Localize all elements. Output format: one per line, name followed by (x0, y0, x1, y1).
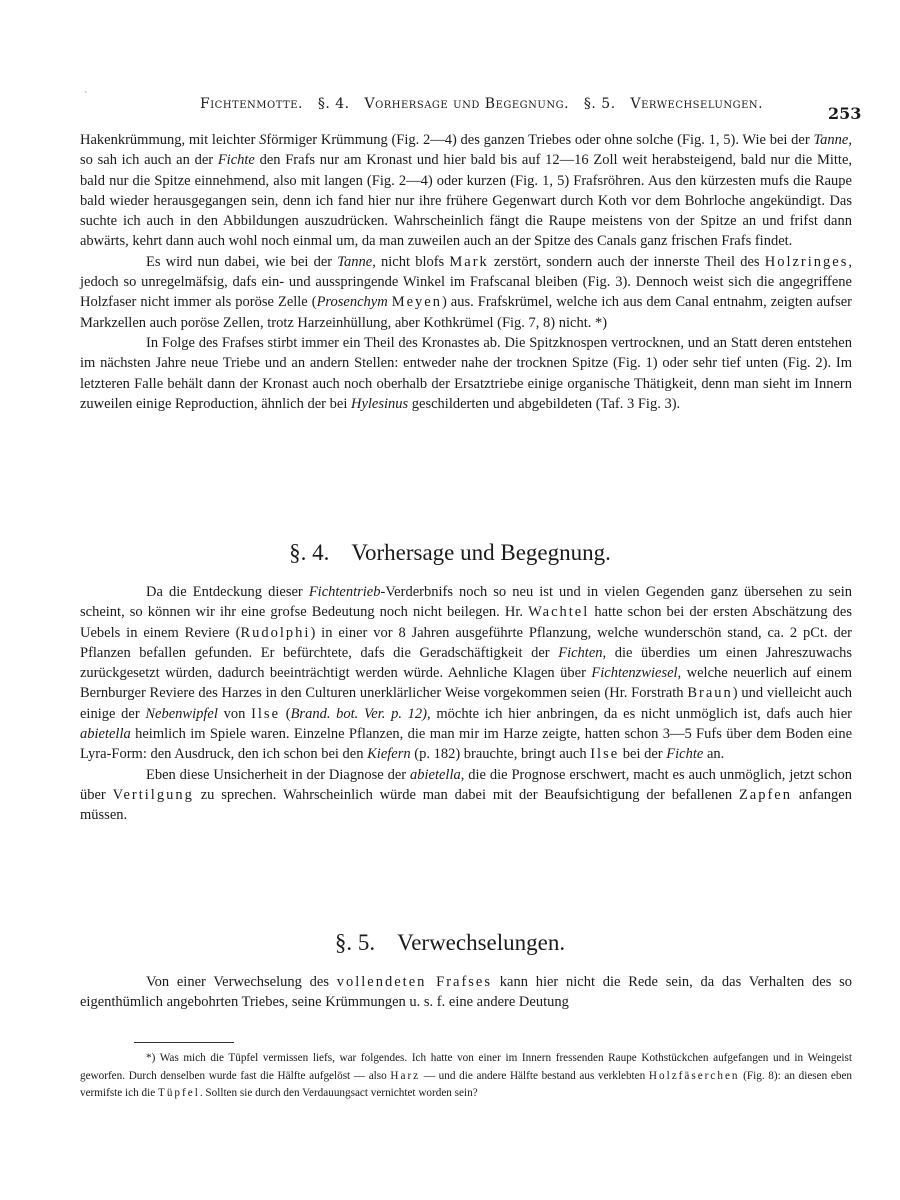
text-run: (Fig. 8): an diesen eben vermifste ich die (80, 1069, 853, 1099)
text-run: Braun (687, 685, 733, 702)
body-block-section-4 (80, 582, 852, 826)
section-title: Vorhersage und Begegnung. (351, 540, 611, 565)
text-run: Fichte (217, 152, 255, 169)
text-run: ) aus. Frafskrümel, welche ich aus dem Canal entnahm, zeigten aufser Markzellen auch poröse Zellen, trotz Harzeinhüllung, aber Kothkrümel (Fig. 7, 8) nicht. *) (80, 294, 852, 331)
text-run: Hylesinus (350, 395, 409, 412)
text-run: vollendeten Frafses (336, 974, 493, 990)
footnote (80, 1050, 852, 1103)
text-run: Ilse (251, 705, 281, 722)
text-run: Nebenwipfel (145, 705, 218, 722)
text-run: kann hier nicht die Rede sein, da das Verhalten des so eigenthümlich angebohrten Triebes, seine Krümmungen u. s. f. eine andere Deutung (80, 974, 852, 1011)
header-title: Fichtenmotte. (200, 96, 303, 112)
text-run: Hakenkrümmung, mit leichter (80, 132, 260, 148)
text-run: so sah ich auch an der (80, 152, 218, 169)
text-run: Wachtel (528, 604, 590, 621)
text-run: ( (280, 705, 291, 722)
paragraph-5 (80, 765, 852, 826)
running-header (200, 96, 860, 112)
text-run: welche neuerlich auf einem Bernburger Reviere des Harzes in den Culturen unerklärlicher Weise vorgekommen seien (Hr. Forstrath (80, 665, 852, 702)
text-run: In Folge des Frafses stirbt immer ein Theil des Kronastes ab. Die Spitzknospen vertrocknen, und an Statt deren entstehen im nächsten Jahre neue Triebe und an andern Stellen: entweder nahe der trocknen Spitze (Fig. 1) oder sehr tief unten (Fig. 2). Im letzteren Falle behält dann der Kronast auch noch oberhalb der Ersatztriebe einige organische Thätigkeit, denn man sieht im Innern zuweilen einige Reproduction, ähnlich der bei (80, 334, 852, 412)
text-run: Von einer Verwechselung des (146, 974, 337, 990)
text-run: (p. 182) brauchte, bringt auch (410, 746, 591, 763)
text-run: Fichtentrieb (308, 584, 381, 600)
text-run: Mark (449, 253, 489, 270)
text-run: ) in einer vor 8 Jahren ausgeführte Pflanzung, welche wunderschön stand, ca. 2 pCt. der Pflanzen befallen gefunden. Er befürchtete, dafs die Geradschäftigkeit der (80, 624, 852, 661)
text-run: zerstört, sondern auch der innerste Theil des (488, 253, 765, 270)
section-number: §. 4. (289, 540, 330, 565)
text-run: Harz (390, 1069, 421, 1082)
text-run: — und die andere Hälfte bestand aus verklebten (420, 1069, 649, 1082)
text-run: bei der (619, 746, 667, 763)
text-run: Prosenchym (316, 294, 388, 311)
text-run: Tanne, (813, 132, 852, 148)
text-run: Rudolphi (240, 624, 311, 641)
text-run: nicht blofs (375, 253, 450, 270)
paragraph-3 (80, 333, 852, 414)
text-run: möchte ich hier anbringen, da es nicht unmöglich ist, dafs auch hier (430, 705, 852, 722)
header-section-4-title: Vorhersage und Begegnung. (364, 96, 570, 112)
text-run: an. (703, 746, 725, 763)
paragraph-4 (80, 582, 852, 765)
scan-speck: ` (84, 92, 89, 102)
body-block-section-5 (80, 972, 852, 1013)
section-heading-4 (0, 540, 900, 566)
text-run: Tüpfel (157, 1087, 200, 1099)
text-run: Vertilgung (112, 786, 194, 803)
text-run: anfangen müssen. (80, 786, 852, 824)
text-run: S (259, 132, 267, 148)
text-run: Kiefern (367, 746, 411, 763)
section-number: §. 5. (334, 930, 376, 955)
text-run: heimlich im Spiele waren. Einzelne Pflanzen, die man mir im Harze zeigte, hatten schon 3—5 Fufs über dem Boden eine Lyra-Form: den Ausdruck, den ich schon bei den (80, 726, 852, 763)
paragraph-1 (80, 130, 852, 252)
text-run: Ilse (590, 746, 620, 763)
text-run: Es wird nun dabei, wie bei der (146, 253, 338, 270)
paragraph-2 (80, 252, 852, 333)
text-run: hatte schon bei der ersten Abschätzung des Uebels in einem Reviere ( (80, 604, 852, 641)
text-run: Holzfäserchen (648, 1069, 740, 1082)
text-run: . Sollten sie durch den Verdauungsact vernichtet worden sein? (199, 1087, 478, 1099)
text-run: Tanne, (337, 253, 376, 270)
text-run: Da die Entdeckung dieser (146, 584, 309, 600)
footnote-text (80, 1050, 852, 1103)
text-run: abietella (410, 766, 461, 783)
text-run: abietella (80, 726, 131, 743)
text-run: von (217, 705, 252, 722)
section-title: Verwechselungen. (397, 930, 566, 955)
text-run: ) und vielleicht auch einige der (80, 685, 853, 722)
text-run: geschilderten und abgebildeten (Taf. 3 Fig. 3). (408, 395, 681, 412)
text-run: , die die Prognose erschwert, macht es auch unmöglich, jetzt schon über (80, 766, 852, 803)
footnote-divider (134, 1042, 234, 1043)
text-run: , die überdies um einen Jahreszuwachs zurückgesetzt würden, dadurch beeinträchtigt werden würde. Aehnliche Klagen über (80, 644, 852, 682)
text-run: Zapfen (738, 786, 792, 803)
text-run: förmiger Krümmung (Fig. 2—4) des ganzen Triebes oder ohne solche (Fig. 1, 5). Wie bei der (266, 132, 814, 148)
page-number: 253 (828, 104, 862, 123)
text-run: Meyen (391, 294, 442, 311)
text-run: Fichtenzwiesel, (591, 665, 682, 682)
paragraph-6 (80, 972, 852, 1013)
text-run: Brand. bot. Ver. p. 12), (290, 705, 431, 722)
header-section-5-title: Verwechselungen. (630, 96, 764, 112)
text-run: Fichten (558, 644, 603, 661)
text-run: Fichte (666, 746, 704, 763)
text-run: *) Was mich die Tüpfel vermissen liefs, war folgendes. Ich hatte von einer im Innern fressenden Raupe Kothstückchen aufgefangen und in Weingeist geworfen. Durch denselben wurde fast die Hälfte aufgelöst — also (80, 1052, 852, 1082)
header-section-5: §. 5. (583, 96, 616, 112)
text-run: Holzringes (764, 253, 849, 270)
section-heading-5 (0, 930, 900, 956)
text-run: den Frafs nur am Kronast und hier bald bis auf 12—16 Zoll weit herabsteigend, bald nur die Mitte, bald nur die Spitze einnehmend, also mit langen (Fig. 2—4) oder kurzen (Fig. 1, 5) Frafsröhren. Aus den kürzesten mufs die Raupe bald wieder herausgegangen sein, denn ich fand hier nur ihre frühere Gegenwart durch Koth vor dem Bohrloche angekündigt. Das suchte ich auch in den Abbildungen auszudrücken. Wahrscheinlich fängt die Raupe meistens von der Spitze an und frifst dann abwärts, kehrt dann auch wohl noch einmal um, da man zuweilen auch an der Spitze des Canals ganz frischen Frafs findet. (80, 152, 853, 250)
body-block-top (80, 130, 852, 414)
text-run: Eben diese Unsicherheit in der Diagnose der (146, 766, 410, 783)
text-run: , jedoch so unregelmäfsig, dafs ein- und ausspringende Winkel im Frafscanal bleiben (Fig. 3). Dennoch weist sich die angegriffene Holzfaser nicht immer als poröse Zelle ( (80, 253, 852, 311)
text-run: -Verderbnifs noch so neu ist und in vielen Gegenden ganz übersehen zu sein scheint, so können wir ihr eine grofse Bedeutung noch nicht beilegen. Hr. (80, 584, 852, 621)
header-section-4: §. 4. (317, 96, 350, 112)
text-run: zu sprechen. Wahrscheinlich würde man dabei mit der Beaufsichtigung der befallenen (193, 786, 739, 803)
